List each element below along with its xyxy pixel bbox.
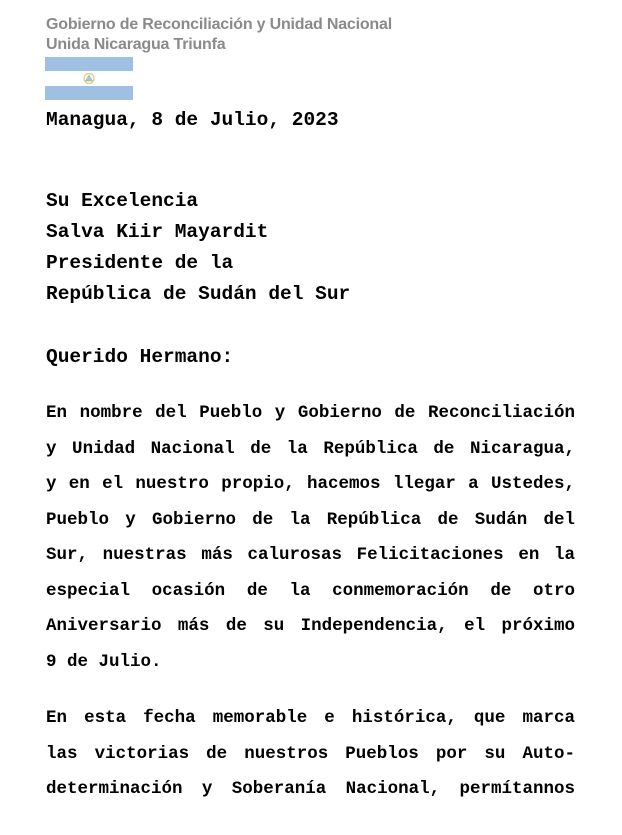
body-paragraph-2 — [46, 701, 575, 808]
letter-date: Managua, 8 de Julio, 2023 — [46, 109, 339, 131]
letterhead-government-name: Gobierno de Reconciliación y Unidad Nacional — [46, 16, 392, 33]
paragraph-line: Sur, nuestras más calurosas Felicitaciones en la — [46, 545, 575, 565]
body-paragraph-1 — [46, 396, 575, 680]
paragraph-line: Pueblo y Gobierno de la República de Sudán del — [46, 509, 575, 530]
nicaragua-flag-icon — [45, 57, 133, 100]
paragraph-line: Aniversario más de su Independencia, el próximo — [46, 616, 575, 636]
addressee-line: Presidente de la — [46, 252, 234, 274]
paragraph-line: las victorias de nuestros Pueblos por su Auto- — [46, 743, 575, 764]
paragraph-line: 9 de Julio. — [46, 651, 162, 672]
letterhead-slogan: Unida Nicaragua Triunfa — [46, 36, 226, 53]
addressee-block — [46, 186, 350, 310]
addressee-line: Su Excelencia — [46, 190, 199, 212]
paragraph-line: En esta fecha memorable e histórica, que marca — [46, 708, 575, 728]
paragraph-line: y Unidad Nacional de la República de Nicaragua, — [46, 438, 575, 459]
paragraph-line: determinación y Soberanía Nacional, permítannos — [46, 779, 575, 799]
addressee-line: Salva Kiir Mayardit — [46, 221, 269, 243]
paragraph-line: y en el nuestro propio, hacemos llegar a Ustedes, — [46, 474, 575, 494]
addressee-line: República de Sudán del Sur — [46, 283, 351, 305]
paragraph-line: especial ocasión de la conmemoración de otro — [46, 580, 575, 601]
paragraph-line: En nombre del Pueblo y Gobierno de Reconciliación — [46, 403, 575, 423]
letterhead — [46, 15, 392, 55]
salutation: Querido Hermano: — [46, 346, 234, 368]
